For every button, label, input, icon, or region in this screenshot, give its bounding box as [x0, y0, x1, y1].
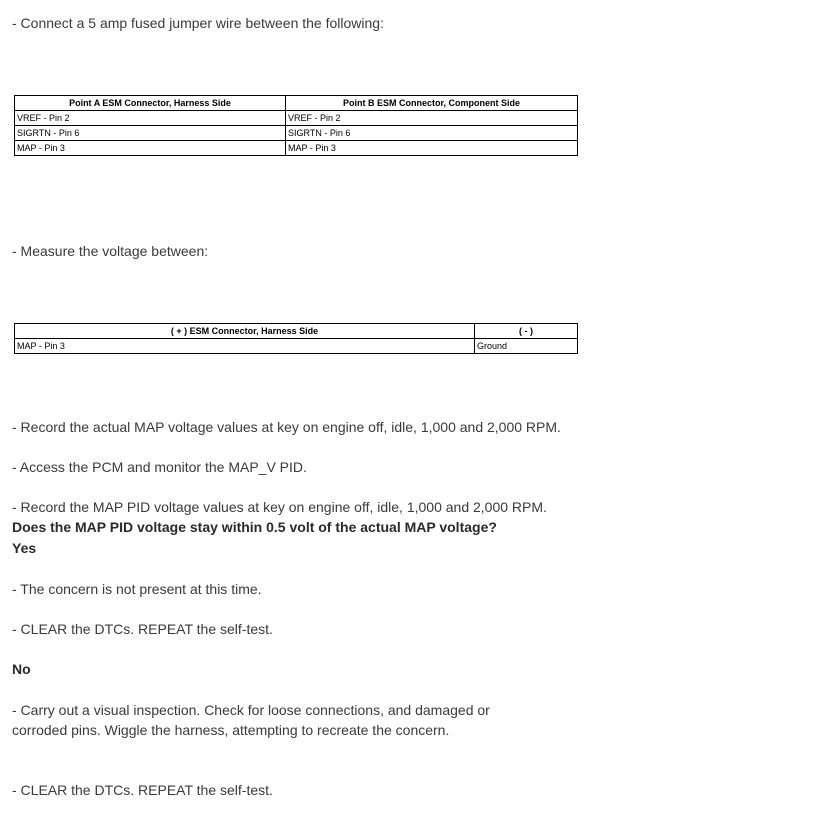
table-row	[15, 126, 578, 141]
table-row	[15, 141, 578, 156]
no-heading: No	[12, 661, 31, 677]
instruction-access-pcm: - Access the PCM and monitor the MAP_V PID.	[12, 459, 307, 475]
table-header-row	[15, 96, 578, 111]
jumper-connection-table	[14, 95, 578, 156]
yes-instruction-concern-not-present: - The concern is not present at this time.	[12, 581, 262, 597]
column-header-negative: ( - )	[475, 324, 578, 339]
table-cell: SIGRTN - Pin 6	[15, 126, 286, 141]
instruction-measure-voltage: - Measure the voltage between:	[12, 243, 209, 259]
instruction-record-pid-voltage: - Record the MAP PID voltage values at key on engine off, idle, 1,000 and 2,000 RPM.	[12, 499, 547, 515]
instruction-record-actual-voltage: - Record the actual MAP voltage values at key on engine off, idle, 1,000 and 2,000 RPM.	[12, 419, 561, 435]
column-header-point-a: Point A ESM Connector, Harness Side	[15, 96, 286, 111]
column-header-positive: ( + ) ESM Connector, Harness Side	[15, 324, 475, 339]
instruction-connect-jumper: - Connect a 5 amp fused jumper wire between the following:	[12, 15, 384, 31]
yes-instruction-clear-dtcs: - CLEAR the DTCs. REPEAT the self-test.	[12, 621, 273, 637]
table-cell: VREF - Pin 2	[15, 111, 286, 126]
table-cell: Ground	[475, 339, 578, 354]
table-cell: MAP - Pin 3	[286, 141, 578, 156]
yes-heading: Yes	[12, 540, 37, 556]
no-instruction-visual-inspection: - Carry out a visual inspection. Check for loose connections, and damaged or corroded pins. Wiggle the harness, attempting to recreate the concern.	[12, 702, 490, 738]
decision-question: Does the MAP PID voltage stay within 0.5 volt of the actual MAP voltage?	[12, 519, 497, 535]
column-header-point-b: Point B ESM Connector, Component Side	[286, 96, 578, 111]
table-header-row	[15, 324, 578, 339]
table-cell: VREF - Pin 2	[286, 111, 578, 126]
table-cell: MAP - Pin 3	[15, 141, 286, 156]
voltage-measurement-table	[14, 323, 578, 354]
table-cell: SIGRTN - Pin 6	[286, 126, 578, 141]
no-instruction-clear-dtcs: - CLEAR the DTCs. REPEAT the self-test.	[12, 782, 273, 798]
table-row	[15, 339, 578, 354]
table-cell: MAP - Pin 3	[15, 339, 475, 354]
table-row	[15, 111, 578, 126]
